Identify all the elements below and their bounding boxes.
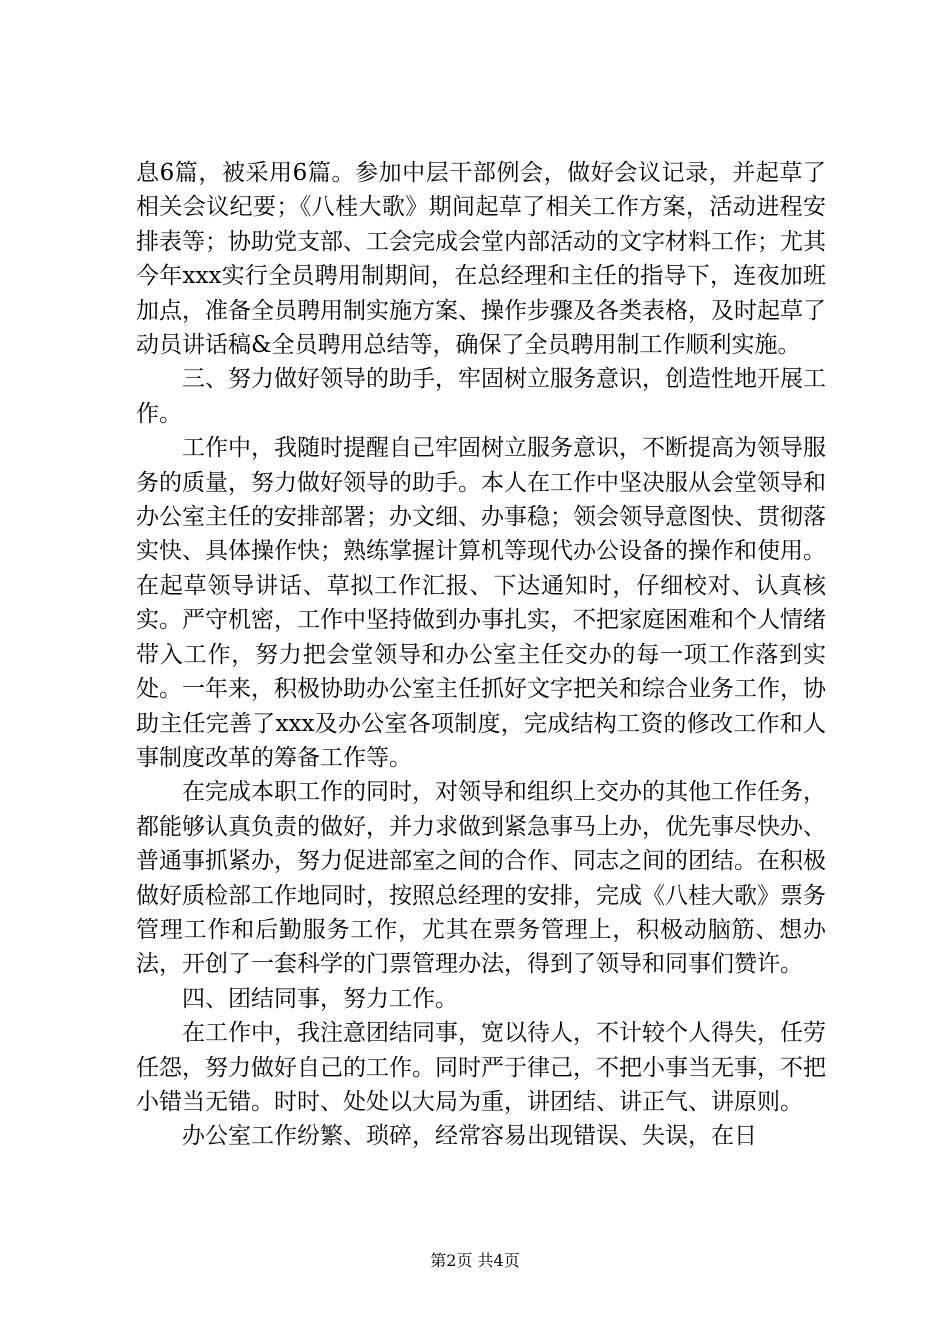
section-heading-three: 三、努力做好领导的助手，牢固树立服务意识，创造性地开展工作。 xyxy=(136,366,826,427)
section-heading-four: 四、团结同事，努力工作。 xyxy=(182,985,458,1012)
paragraph: 在完成本职工作的同时，对领导和组织上交办的其他工作任务，都能够认真负责的做好，并力求做到紧急事马上办，优先事尽快办、普通事抓紧办，努力促进部室之间的合作、同志之间的团结。在积极做好质检部工作地同时，按照总经理的安排，完成《八桂大歌》票务管理工作和后勤服务工作，尤其在票务管理上，积极动脑筋、想办法，开创了一套科学的门票管理办法，得到了领导和同事们赞许。 xyxy=(136,779,826,978)
page-number-footer: 第2页 共4页 xyxy=(430,1251,520,1270)
paragraph: 工作中，我随时提醒自己牢固树立服务意识，不断提高为领导服务的质量，努力做好领导的助手。本人在工作中坚决服从会堂领导和办公室主任的安排部署；办文细、办事稳；领会领导意图快、贯彻落实快、具体操作快；熟练掌握计算机等现代办公设备的操作和使用。在起草领导讲话、草拟工作汇报、下达通知时，仔细校对、认真核实。严守机密，工作中坚持做到办事扎实，不把家庭困难和个人情绪带入工作，努力把会堂领导和办公室主任交办的每一项工作落到实处。一年来，积极协助办公室主任抓好文字把关和综合业务工作，协助主任完善了xxx及办公室各项制度，完成结构工资的修改工作和人事制度改革的筹备工作等。 xyxy=(136,435,826,771)
paragraph: 办公室工作纷繁、琐碎，经常容易出现错误、失误，在日 xyxy=(182,1123,757,1150)
paragraph: 在工作中，我注意团结同事，宽以待人，不计较个人得失，任劳任怨，努力做好自己的工作。同时严于律己，不把小事当无事，不把小错当无错。时时、处处以大局为重，讲团结、讲正气、讲原则。 xyxy=(136,1020,826,1115)
paragraph-continuation: 息6篇，被采用6篇。参加中层干部例会，做好会议记录，并起草了相关会议纪要；《八桂大歌》期间起草了相关工作方案，活动进程安排表等；协助党支部、工会完成会堂内部活动的文字材料工作；尤其今年xxx实行全员聘用制期间，在总经理和主任的指导下，连夜加班加点，准备全员聘用制实施方案、操作步骤及各类表格，及时起草了动员讲话稿&全员聘用总结等，确保了全员聘用制工作顺利实施。 xyxy=(136,160,826,359)
document-body xyxy=(136,156,826,1154)
